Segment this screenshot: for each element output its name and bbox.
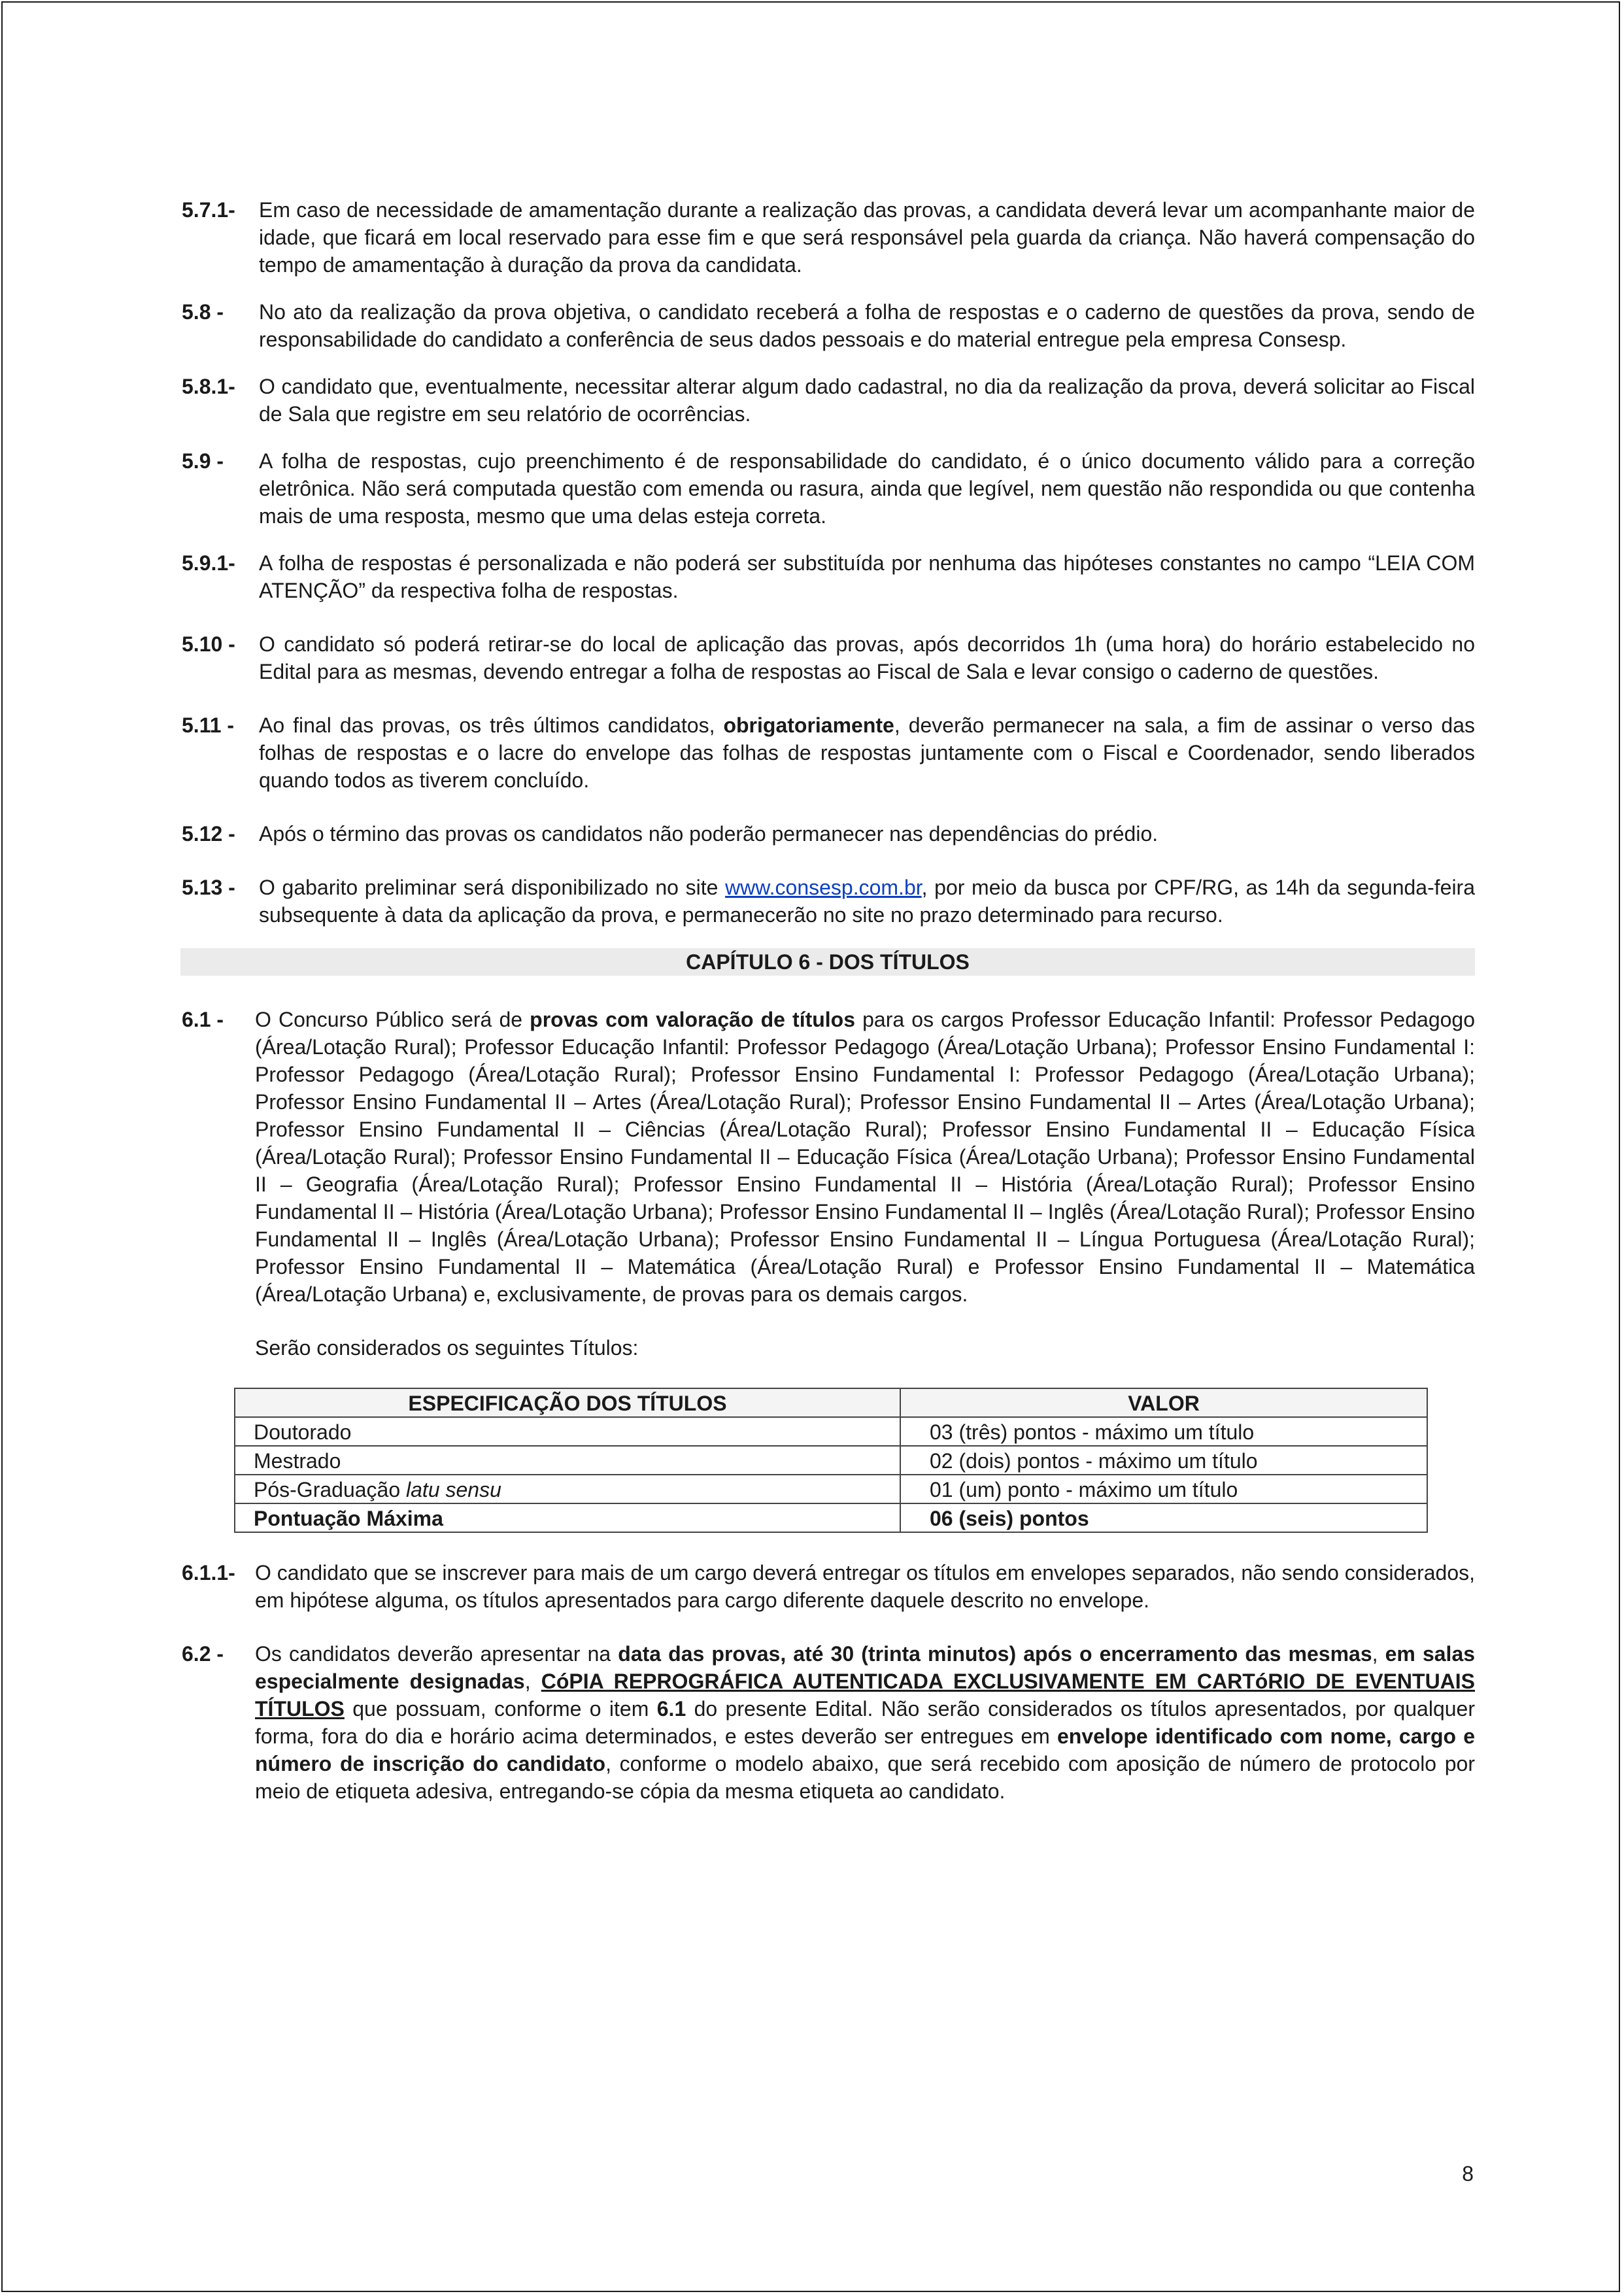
spec-cell: Mestrado xyxy=(235,1446,900,1475)
spec-italic-text: latu sensu xyxy=(406,1478,501,1501)
clause-text: O candidato que, eventualmente, necessitar alterar algum dado cadastral, no dia da realização da prova, deverá solicitar ao Fiscal de Sala que registre em seu relatório de ocorrências. xyxy=(259,375,1475,426)
clause-number: 5.7.1- xyxy=(182,198,235,222)
text-run: O gabarito preliminar será disponibilizado no site xyxy=(259,876,726,899)
text-run: , conforme o modelo abaixo, que será recebido com aposição de número de protocolo por meio de etiqueta adesiva, entregando-se cópia da mesma etiqueta ao candidato. xyxy=(255,1752,1476,1803)
clause-5-13 xyxy=(182,874,1475,929)
table-total-row xyxy=(235,1503,1427,1532)
text-run: que possuam, conforme o item xyxy=(344,1697,657,1721)
bold-text: 6.1 xyxy=(656,1697,686,1721)
header-value: VALOR xyxy=(900,1388,1427,1417)
page-content xyxy=(182,196,1475,1825)
clause-text xyxy=(259,711,1475,794)
clause-6-2 xyxy=(182,1640,1475,1805)
clause-text: Após o término das provas os candidatos não poderão permanecer nas dependências do prédio. xyxy=(259,822,1159,846)
clause-5-9 xyxy=(182,447,1475,530)
document-page xyxy=(1,1,1620,2292)
clause-number: 6.2 - xyxy=(182,1642,224,1666)
bold-text: provas com valoração de títulos xyxy=(530,1008,856,1031)
bold-text: em salas especialmente designadas xyxy=(255,1642,1476,1693)
clause-number: 6.1.1- xyxy=(182,1561,235,1585)
titles-table xyxy=(234,1388,1428,1533)
table-row xyxy=(235,1446,1427,1475)
clause-5-7-1 xyxy=(182,196,1475,279)
titles-intro: Serão considerados os seguintes Títulos: xyxy=(255,1336,639,1360)
header-specification: ESPECIFICAÇÃO DOS TÍTULOS xyxy=(235,1388,900,1417)
clause-5-12 xyxy=(182,820,1475,848)
spec-text: Pós-Graduação xyxy=(254,1478,407,1501)
clause-6-1-1 xyxy=(182,1559,1475,1614)
bold-text: envelope identificado com nome, cargo e número de inscrição do candidato xyxy=(255,1724,1476,1775)
text-run: do presente Edital. Não serão considerados os títulos apresentados, por qualquer forma, fora do dia e horário acima determinados, e estes deverão ser entregues em xyxy=(255,1697,1476,1748)
text-run: Ao final das provas, os três últimos candidatos, xyxy=(259,713,724,737)
spec-cell: Pontuação Máxima xyxy=(235,1503,900,1532)
value-cell: 06 (seis) pontos xyxy=(900,1503,1427,1532)
text-run: O Concurso Público será de xyxy=(255,1008,530,1031)
spec-cell: Doutorado xyxy=(235,1417,900,1446)
text-run: Os candidatos deverão apresentar na xyxy=(255,1642,618,1666)
clause-5-8 xyxy=(182,298,1475,353)
clause-text: O candidato só poderá retirar-se do local de aplicação das provas, após decorridos 1h (uma hora) do horário estabelecido no Edital para as mesmas, devendo entregar a folha de respostas ao Fiscal de Sala e levar consigo o caderno de questões. xyxy=(259,632,1475,683)
clause-number: 5.9.1- xyxy=(182,551,235,575)
page-number: 8 xyxy=(1462,2162,1474,2185)
clause-number: 5.13 - xyxy=(182,876,235,899)
clause-6-1 xyxy=(182,1006,1475,1533)
value-cell: 03 (três) pontos - máximo um título xyxy=(900,1417,1427,1446)
consesp-link[interactable]: www.consesp.com.br xyxy=(725,876,922,899)
clause-number: 5.10 - xyxy=(182,632,235,656)
table-row xyxy=(235,1475,1427,1503)
clause-number: 5.11 - xyxy=(182,713,235,737)
text-run: , deverão permanecer na sala, a fim de assinar o verso das folhas de respostas e o lacre do envelope das folhas de respostas juntamente com o Fiscal e Coordenador, sendo liberados quando todos as tiverem concluído. xyxy=(259,713,1476,792)
text-run: para os cargos Professor Educação Infantil: Professor Pedagogo (Área/Lotação Rural); Professor Educação Infantil: Professor Pedagogo (Área/Lotação Urbana); Professor Ensino Fundamental I: Professor Pedagogo (Área/Lotação Rural); Professor Ensino Fundamental I: Professor Pedagogo (Área/Lotação Urbana); Professor Ensino Fundamental II – Artes (Área/Lotação Rural); Professor Ensino Fundamental II – Artes (Área/Lotação Urbana); Professor Ensino Fundamental II – Ciências (Área/Lotação Rural); Professor Ensino Fundamental II – Educação Física (Área/Lotação Rural); Professor Ensino Fundamental II – Educação Física (Área/Lotação Urbana); Professor Ensino Fundamental II – Geografia (Área/Lotação Rural); Professor Ensino Fundamental II – História (Área/Lotação Rural); Professor Ensino Fundamental II – História (Área/Lotação Urbana); Professor Ensino Fundamental II – Inglês (Área/Lotação Rural); Professor Ensino Fundamental II – Inglês (Área/Lotação Urbana); Professor Ensino Fundamental II – Língua Portuguesa (Área/Lotação Rural); Professor Ensino Fundamental II – Matemática (Área/Lotação Rural) e Professor Ensino Fundamental II – Matemática (Área/Lotação Urbana) e, exclusivamente, de provas para os demais cargos. xyxy=(255,1008,1476,1306)
clause-5-10 xyxy=(182,630,1475,685)
clause-5-8-1 xyxy=(182,373,1475,428)
bold-underlined-text: CóPIA REPROGRÁFICA AUTENTICADA EXCLUSIVAMENTE EM CARTóRIO DE EVENTUAIS TÍTULOS xyxy=(255,1670,1476,1721)
clause-number: 6.1 - xyxy=(182,1008,224,1031)
value-cell: 01 (um) ponto - máximo um título xyxy=(900,1475,1427,1503)
clause-number: 5.8 - xyxy=(182,300,224,324)
chapter-heading: CAPÍTULO 6 - DOS TÍTULOS xyxy=(180,948,1475,976)
text-run: , xyxy=(1372,1642,1385,1666)
clause-number: 5.9 - xyxy=(182,449,224,473)
clause-text: Em caso de necessidade de amamentação durante a realização das provas, a candidata deverá levar um acompanhante maior de idade, que ficará em local reservado para esse fim e que será responsável pela guarda da criança. Não haverá compensação do tempo de amamentação à duração da prova da candidata. xyxy=(259,198,1475,277)
clause-text: O candidato que se inscrever para mais de um cargo deverá entregar os títulos em envelopes separados, não sendo considerados, em hipótese alguma, os títulos apresentados para cargo diferente daquele descrito no envelope. xyxy=(255,1561,1475,1612)
clause-text xyxy=(255,1006,1475,1533)
clause-text xyxy=(255,1640,1475,1805)
spec-cell xyxy=(235,1475,900,1503)
text-run: , por meio da busca por CPF/RG, as 14h da segunda-feira subsequente à data da aplicação da prova, e permanecerão no site no prazo determinado para recurso. xyxy=(259,876,1476,927)
clause-number: 5.12 - xyxy=(182,822,235,846)
value-cell: 02 (dois) pontos - máximo um título xyxy=(900,1446,1427,1475)
clause-text: A folha de respostas, cujo preenchimento é de responsabilidade do candidato, é o único documento válido para a correção eletrônica. Não será computada questão com emenda ou rasura, ainda que legível, nem questão não respondida ou que contenha mais de uma resposta, mesmo que uma delas esteja correta. xyxy=(259,449,1475,528)
table-row xyxy=(235,1417,1427,1446)
clause-5-9-1 xyxy=(182,549,1475,604)
clause-text: A folha de respostas é personalizada e não poderá ser substituída por nenhuma das hipóteses constantes no campo “LEIA COM ATENÇÃO” da respectiva folha de respostas. xyxy=(259,551,1475,602)
text-run: , xyxy=(524,1670,541,1693)
clause-text xyxy=(259,874,1475,929)
bold-text: obrigatoriamente xyxy=(723,713,894,737)
clause-text: No ato da realização da prova objetiva, o candidato receberá a folha de respostas e o caderno de questões da prova, sendo de responsabilidade do candidato a conferência de seus dados pessoais e do material entregue pela empresa Consesp. xyxy=(259,300,1475,351)
table-header-row xyxy=(235,1388,1427,1417)
clause-number: 5.8.1- xyxy=(182,375,235,398)
bold-text: data das provas, até 30 (trinta minutos) após o encerramento das mesmas xyxy=(618,1642,1372,1666)
clause-5-11 xyxy=(182,711,1475,794)
